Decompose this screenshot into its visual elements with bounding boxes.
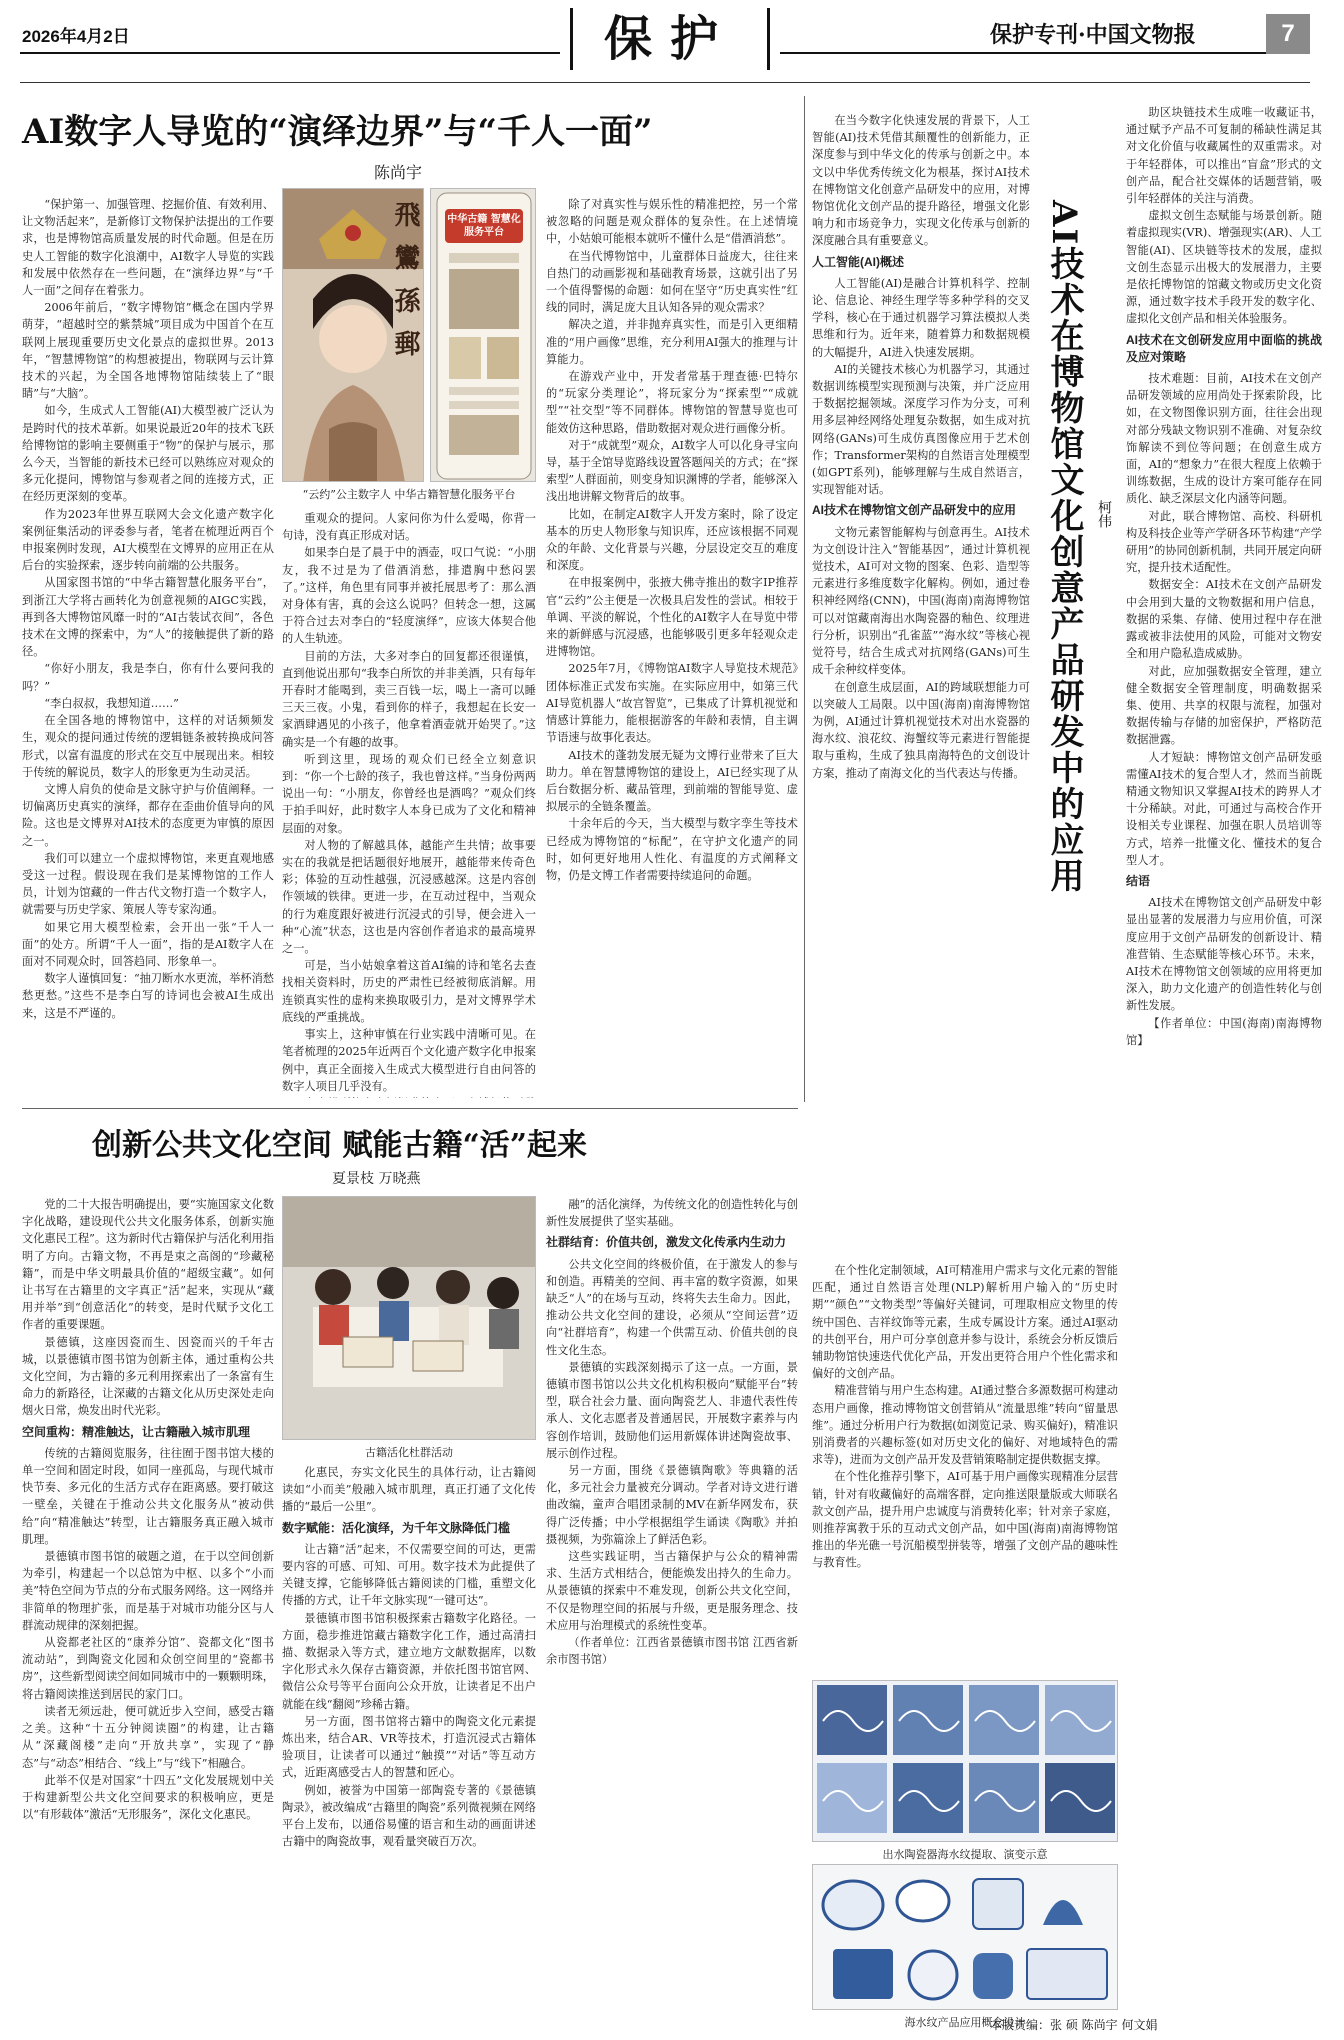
paragraph: 例如，被誉为中国第一部陶瓷专著的《景德镇陶录》，被改编成“古籍里的陶瓷”系列微视频在网络平台上发布，以通俗易懂的语言和生动的画面讲述古籍中的陶瓷故事，观看量突破百万次。 [282, 1783, 536, 1849]
paragraph: “你好小朋友，我是李白，你有什么要问我的吗？” [22, 662, 274, 693]
article1-title: AI数字人导览的“演绎边界”与“千人一面” [22, 112, 653, 152]
porcelain-products-image [812, 1864, 1118, 2010]
paragraph: 作为2023年世界互联网大会文化遗产数字化案例征集活动的评委参与者，笔者在梳理近两百个申报案例时发现，AI大模型在文博界的应用正在从后台的实验探索，逐步转向前端的公共服务。 [22, 507, 274, 573]
activity-photo-caption: 古籍活化杜群活动 [365, 1446, 453, 1459]
paragraph: 十余年后的今天，当大模型与数字孪生等技术已经成为博物馆的“标配”，在守护文化遗产的同时，如何更好地用人性化、有温度的方式阐释文物，仍是文博工作者需要持续追问的命题。 [546, 817, 798, 882]
paragraph: AI的关键技术核心为机器学习，其通过数据训练模型实现预测与决策，并广泛应用于数据挖掘领域。深度学习作为分支，可利用多层神经网络处理复杂数据，如生成对抗网络(GANs)可生成仿真图像应用于艺术创作；Transformer架构的自然语言处理模型(如GPT系列)，能够理解与生成自然语言，实现智能对话。 [812, 362, 1030, 497]
paragraph: 如果李白是了晨于中的酒壶，叹口气说：“小朋友，我不过是为了借酒消愁，排遣胸中愁闷罢了。”这样，角色里有同事并被托展思考了：那么酒对身体有害，真的会这么说吗？但转念一想，这属于符合过去对李白的“轻度演绎”，应该大体契合他的人生轨迹。 [282, 546, 536, 646]
paragraph: 景德镇市图书馆的破题之道，在于以空间创新为牵引，构建起一个以总馆为中枢、以多个“小而美”特色空间为节点的分布式服务网络。这一网络并非简单的物理扩张，而是基于对城市功能分区与人群流动规律的深刻把握。 [22, 1550, 274, 1632]
section-subheading: AI技术在文创研发应用中面临的挑战及应对策略 [1126, 332, 1322, 364]
article1-author: 陈尚宇 [374, 163, 423, 182]
ai-article-column-1 [812, 112, 1030, 1254]
paragraph: 让古籍“活”起来，不仅需要空间的可达，更需要内容的可感、可知、可用。数字技术为此提供了关键支撑，它能够降低古籍阅读的门槛，重塑文化传播的方式，让千年文脉实现“一键可达”。 [282, 1542, 536, 1608]
paragraph: 人工智能(AI)是融合计算机科学、控制论、信息论、神经生理学等多种学科的交叉学科，核心在于通过机器学习算法模拟人类思维和行为。近年来，随着算力和数据规模的大幅提升，AI进入快速发展期。 [812, 276, 1030, 359]
masthead [0, 0, 1344, 82]
article1-column-2 [282, 510, 536, 1098]
article2-title: 创新公共文化空间 赋能古籍“活”起来 [92, 1128, 587, 1163]
paragraph: 融”的活化演绎，为传统文化的创造性转化与创新性发展提供了坚实基础。 [546, 1198, 798, 1229]
platform-poster-text: 中华古籍 智慧化服务平台 [447, 214, 521, 238]
section-title: 保护 [570, 8, 770, 70]
ai-article-column-3 [1126, 104, 1322, 1984]
paragraph: 在游戏产业中，开发者常基于理查德·巴特尔的“玩家分类理论”，将玩家分为“探索型”“成就型”“社交型”等不同群体。博物馆的智慧导览也可能效仿这种思路，借助数据对观众进行画像分析。 [546, 370, 798, 435]
edition-name: 保护专刊·中国文物报 [990, 22, 1196, 48]
column-divider [804, 96, 805, 1102]
paragraph: 解决之道，并非抛弃真实性，而是引入更细精准的“用户画像”思维，充分利用AI强大的推理与计算能力。 [546, 318, 798, 366]
paragraph: 数据安全：AI技术在文创产品研发中会用到大量的文物数据和用户信息，数据的采集、存储、使用过程中存在泄露或被非法使用的风险，可能对文物安全和用户隐私造成威胁。 [1126, 578, 1322, 661]
ai-article-column-2 [812, 1262, 1118, 1672]
masthead-rule [20, 52, 560, 54]
paragraph: 对此，联合博物馆、高校、科研机构及科技企业等产学研各环节构建“产学研用”的协同创新机制，共同开展定向研究，提升技术适配性。 [1126, 509, 1322, 575]
paragraph: 如果它用大模型检索，会开出一张“千人一面”的处方。所谓“千人一面”，指的是AI数字人在面对不同观众时，回答趋同、形象单一。 [22, 920, 274, 968]
paragraph: 对人物的了解越具体，越能产生共情；故事要实在的我就是把话题很好地展开，越能带来传奇色彩；体验的互动性越强，沉浸感越深。这是内容创作领域的铁律。更进一步，在互动过程中，当观众的行为难度跟好被进行沉浸式的引导，便会进入一种“心流”状态，这也是内容创作者追求的最高境界之一。 [282, 838, 536, 956]
paragraph: 2025年7月，《博物馆AI数字人导览技术规范》团体标准正式发布实施。在实际应用中，如第三代AI导览机器人“故宫智览”，已集成了计算机视觉和情感计算能力，能根据游客的年龄和表情，自主调节语速与故事化表达。 [546, 662, 798, 745]
section-subheading: AI技术在博物馆文创产品研发中的应用 [812, 503, 1017, 518]
ancient-book-platform-image [430, 188, 536, 482]
paragraph: 比如，在制定AI数字人开发方案时，除了设定基本的历史人物形象与知识库，还应该根据不同观众的年龄、文化背景与兴趣，分层设定交互的难度和深度。 [546, 507, 798, 573]
paragraph: 景德镇的实践深刻揭示了这一点。一方面，景德镇市图书馆以公共文化机构积极向“赋能平台”转型，联合社会力量、面向陶瓷艺人、非遗代表性传承人、文化志愿者及普通居民，开展数字素养与内容创作培训，鼓励他们运用新媒体讲述陶瓷故事、展示创作过程。 [546, 1360, 798, 1460]
paragraph: 从瓷都老社区的“康养分馆”、瓷都文化“图书流动站”，到陶瓷文化园和众创空间里的“瓷都书房”，这些新型阅读空间如同城市中的一颗颗明珠，将古籍阅读推送到居民的家门口。 [22, 1636, 274, 1701]
page-number: 7 [1266, 14, 1310, 54]
ai-article-author: 柯伟 [1096, 500, 1112, 528]
paragraph: 人才短缺：博物馆文创产品研发亟需懂AI技术的复合型人才，然而当前既精通文物知识又掌握AI技术的跨界人才十分稀缺。对此，可通过与高校合作开设相关专业课程、加强在职人员培训等方式，培养一批懂文化、懂技术的复合型人才。 [1126, 750, 1322, 867]
issue-date: 2026年4月2日 [22, 27, 130, 46]
porcelain-pattern-caption: 出水陶瓷器海水纹提取、演变示意 [882, 1848, 1048, 1861]
article-divider [22, 1108, 798, 1109]
paragraph: 在创意生成层面，AI的跨域联想能力可以突破人工局限。以中国(海南)南海博物馆为例，AI通过计算机视觉技术对出水瓷器的海水纹、浪花纹、海蟹纹等元素进行智能提取与重构，生成了独具南海特色的文创设计方案，推动了南海文化的当代表达与传播。 [812, 680, 1030, 780]
community-activity-icon [283, 1197, 536, 1440]
paragraph: “李白叔叔，我想知道……” [44, 696, 179, 710]
paragraph: 我们可以建立一个虚拟博物馆，来更直观地感受这一过程。假设现在我们是某博物馆的工作人员，计划为馆藏的一件古代文物打造一个数字人，就需要与历史学家、策展人等专家沟通。 [22, 851, 274, 917]
paragraph: （作者单位：江西省景德镇市图书馆 江西省新余市图书馆） [546, 1636, 798, 1667]
paragraph: 对此，应加强数据安全管理，建立健全数据安全管理制度，明确数据采集、使用、共享的权限与流程，加强对数据传输与存储的加密保护，严格防范数据泄露。 [1126, 664, 1322, 747]
paragraph: 读者无须远赴，便可就近步入空间，感受古籍之美。这种“十五分钟阅读圈”的构建，让古籍从“深藏阁楼”走向“开放共享”，实现了“静态”与“动态”相结合、“线上”与“线下”相融合。 [22, 1704, 274, 1770]
paragraph: 精准营销与用户生态构建。AI通过整合多源数据可构建动态用户画像，推动博物馆文创营销从“流量思维”转向“留量思维”。通过分析用户行为数据(如浏览记录、购买偏好)，精准识别消费者的兴趣标签(如对历史文化的偏好、对地域特色的需求等)，进而为文创产品开发及营销策略制定提供数据支撑。 [812, 1384, 1118, 1467]
paragraph: 如今，生成式人工智能(AI)大模型被广泛认为是跨时代的技术革新。如果说最近20年的技术飞跃给博物馆的影响主要侧重于“物”的保护与展示，那么今天，当智能的新技术已经可以熟练应对观众的多元化提问，博物馆与参观者之间的连接方式，正在经历更深刻的变革。 [22, 404, 274, 504]
paragraph: 传统的古籍阅览服务，往往囿于图书馆大楼的单一空间和固定时段，如同一座孤岛，与现代城市快节奏、多元化的生活方式存在距离感。要打破这一壁垒，关键在于推动公共文化服务从“被动供给”向“精准触达”转型，让古籍服务真正融入城市肌理。 [22, 1446, 274, 1546]
calligraphy-text: 飛 鸞 孫 郵 [390, 201, 420, 361]
paragraph: AI技术的蓬勃发展无疑为文博行业带来了巨大助力。单在智慧博物馆的建设上，AI已经实现了从后台数据分析、藏品管理，到前端的智能导览、虚拟展示的全链条覆盖。 [546, 748, 798, 814]
paragraph: 此举不仅是对国家“十四五”文化发展规划中关于构建新型公共文化空间要求的积极响应，更是以“有形载体”激活“无形服务”，深化文化惠民。 [22, 1773, 274, 1822]
ai-article-title: AI技术在博物馆文化创意产品研发中的应用 [1044, 200, 1084, 895]
masthead-bottom-rule [20, 82, 1310, 83]
section-subheading: 人工智能(AI)概述 [812, 254, 904, 269]
paragraph: 另一方面，围绕《景德镇陶歌》等典籍的活化，多元社会力量被充分调动。学者对诗文进行谱曲改编，童声合唱团录制的MV在新华网发布，获得广泛传播；中小学根据组学生诵读《陶歌》并拍摄视频，为弥篇涂上了鲜活色彩。 [546, 1464, 798, 1546]
paragraph: 景德镇市图书馆积极探索古籍数字化路径。一方面，稳步推进馆藏古籍数字化工作，通过高清扫描、数据录入等方式，建立地方文献数据库，以数字化形式永久保存古籍资源，并依托图书馆官网、微信公众号等平台面向公众开放，让读者足不出户就能在线“翻阅”珍稀古籍。 [282, 1611, 536, 1711]
paragraph: 在当今数字化快速发展的背景下，人工智能(AI)技术凭借其颠覆性的创新能力，正深度参与到中华文化的传承与创新之中。本文以中华优秀传统文化为根基，探讨AI技术在博物馆文化创意产品研发中的应用，对博物馆优化文创产品的提升路径，增强文化影响力和市场竞争力，实现文化传承与创新的深度融合具有重要意义。 [812, 114, 1030, 248]
article2-column-2 [282, 1464, 536, 2020]
article1-column-3 [546, 196, 798, 1098]
paragraph: 在全国各地的博物馆中，这样的对话频频发生，观众的提问通过传统的逻辑链条被转换成问答形式，以富有温度的形式在交互中展现出来。相较于传统的解说员，数字人的形象更为生动灵活。 [22, 714, 274, 779]
article1-column-1 [22, 196, 274, 1098]
paragraph: AI技术在博物馆文创产品研发中彰显出显著的发展潜力与应用价值，可深度应用于文创产品研发的创新设计、精准营销、生态赋能等核心环节。未来，AI技术在博物馆文创领域的应用将更加深入，助力文化遗产的创造性转化与创新性发展。 [1126, 896, 1322, 1013]
section-subheading: 数字赋能：活化演绎，为千年文脉降低门槛 [282, 1520, 511, 1535]
paragraph: 文博人肩负的使命是文脉守护与价值阐释。一切偏离历史真实的演绎，都存在歪曲价值导向的风险。这也是文博界对AI技术的态度更为审慎的原因之一。 [22, 782, 274, 848]
paragraph: 技术难题：目前，AI技术在文创产品研发领域的应用尚处于探索阶段，比如，在文物图像识别方面，往往会出现对部分残缺文物识别不准确、对复杂纹饰解读不到位等问题；在创意生成方面，AI的“想象力”在很大程度上依赖于训练数据，生成的设计方案可能存在同质化、缺乏深层文化内涵等问题。 [1126, 372, 1322, 506]
paragraph: “保护第一、加强管理、挖掘价值、有效利用、让文物活起来”，是新修订文物保护法提出的工作要求，也是博物馆高质量发展的时代命题。但是在历史人工智能的数字化浪潮中，AI数字人导览的实践和发展中依然存在一些问题，在“演绎边界”与“千人一面”之间存在着张力。 [22, 198, 274, 298]
paragraph: 对于“成就型”观众，AI数字人可以化身寻宝向导，基于全馆导览路线设置答题闯关的方式；在“探索型”人群面前，则变身知识渊博的学者，能够深入浅出地讲解文物背后的故事。 [546, 438, 798, 504]
paragraph: 这些实践证明，当古籍保护与公众的精神需求、生活方式相结合，便能焕发出持久的生命力。从景德镇的探索中不难发现，创新公共文化空间，不仅是物理空间的拓展与升级，更是服务理念、技术应用与治理模式的系统性变革。 [546, 1550, 798, 1632]
paragraph: 公共文化空间的终极价值，在于激发人的参与和创造。再精美的空间、再丰富的数字资源，如果缺乏“人”的在场与互动，终将失去生命力。因此，推动公共文化空间的建设，必须从“空间运营”迈向“社群培育”，构建一个供需互动、价值共创的良性文化生态。 [546, 1257, 798, 1357]
article2-column-3 [546, 1196, 798, 2020]
paragraph: 党的二十大报告明确提出，要“实施国家文化数字化战略，建设现代公共文化服务体系，创新实施文化惠民工程”。这为新时代古籍保护与活化利用指明了方向。古籍文物，不再是束之高阁的“珍藏秘籍”，而是中华文明最具价值的“超级宝藏”。如何让书写在古籍里的文字真正“活”起来，实现从“藏用并举”到“创意活化”的转变，是时代赋予文化工作者的重要课题。 [22, 1198, 274, 1332]
paragraph: 文物元素智能解构与创意再生。AI技术为文创设计注入“智能基因”，通过计算机视觉技术，AI可对文物的图案、色彩、造型等元素进行多维度数字化解构。例如，通过卷积神经网络(CNN)，中国(海南)南海博物馆可以对馆藏南海出水陶瓷器的釉色、纹理进行分析，识别出“孔雀蓝”“海水纹”等核心视觉符号，结合生成式对抗网络(GANs)可生成千余种纹样变体。 [812, 525, 1030, 677]
paragraph [282, 1095, 536, 1098]
paragraph: 事实上，这种审慎在行业实践中清晰可见。在笔者梳理的2025年近两百个文化遗产数字化申报案例中，真正全面接入生成式大模型进行自由问答的数字人项目几乎没有。 [282, 1028, 536, 1093]
paragraph: 重观众的提问。人家问你为什么爱喝，你背一句诗，没有真正形成对话。 [282, 512, 536, 543]
paragraph: 听到这里，现场的观众们已经全立刻意识到：“你一个七龄的孩子，我也曾这样。”当身份两两说出一句：“小朋友，你曾经也是酒鸣？”观众们终于拍手叫好，此时数字人本身已成为了文化和精神层面的对象。 [282, 752, 536, 835]
masthead-rule [780, 52, 1300, 54]
paragraph: 可是，当小姑娘拿着这首AI编的诗和笔名去查找相关资料时，历史的严肃性已经被彻底消解。用连锁真实性的虚构来换取吸引力，是对文博界学术底线的严重挑战。 [282, 959, 536, 1024]
paragraph: 在个性化定制领域，AI可精准用户需求与文化元素的智能匹配，通过自然语言处理(NLP)解析用户输入的“历史时期”“颜色”“文物类型”等偏好关键词，可理取相应文物里的传统中国色、吉祥纹饰等元素，生成专属设计方案。通过AI驱动的共创平台，用户可分享创意并参与设计，系统会分析反馈后辅助物馆快速迭代优化产品，开发出更符合用户个性化需求和偏好的文创产品。 [812, 1264, 1118, 1381]
paragraph: 在个性化推荐引擎下，AI可基于用户画像实现精准分层营销，针对有收藏偏好的高端客群，定向推送限量版或大师联名款文创产品，提升用户忠诚度与消费转化率；针对亲子家庭，则推荐寓教于乐的互动式文创产品，如中国(海南)南海博物馆推出的华光礁一号沉船模型拼装等，增强了文创产品的趣味性与教育性。 [812, 1470, 1118, 1570]
article2-column-1 [22, 1196, 274, 2020]
porcelain-products-icon [813, 1865, 1118, 2010]
paragraph: 助区块链技术生成唯一收藏证书，通过赋予产品不可复制的稀缺性满足其对文化价值与收藏属性的双重需求。对于年轻群体，可以推出“盲盒”形式的文创产品，配合社交媒体的话题营销，吸引年轻群体的关注与消费。 [1126, 106, 1322, 206]
paragraph: 目前的方法，大多对李白的回复都还很谨慎，直到他说出那句“我李白所饮的并非美酒，只有每年开春时才能喝到，卖三百钱一坛，喝上一斋可以睡三天三夜。小鬼，看到你的样子，我想起在长安一家酒肆遇见的小孩子，他拿着酒壶就开始哭了。”这确实是一个有趣的故事。 [282, 649, 536, 749]
porcelain-products-caption: 海水纹产品应用概念设计 [904, 2016, 1026, 2029]
paragraph: 化惠民，夯实文化民生的具体行动，让古籍阅读如“小而美”般融入城市肌理，真正打通了文化传播的“最后一公里”。 [282, 1466, 536, 1514]
image-caption: “云约”公主数字人 中华古籍智慧化服务平台 [302, 488, 516, 501]
page-editor-credit: 本版责编：张 硕 陈尚宇 何文娟 [990, 2018, 1158, 2032]
paragraph: 除了对真实性与娱乐性的精准把控，另一个常被忽略的问题是观众群体的复杂性。在上述情境中，小姑娘可能根本就听不懂什么是“借酒消愁”。 [546, 198, 798, 246]
porcelain-pattern-icon [813, 1681, 1118, 1842]
paragraph: 景德镇，这座因瓷而生、因瓷而兴的千年古城，以景德镇市图书馆为创新主体，通过重构公共文化空间，为古籍的多元利用探索出了一条富有生命力的新路径，让深藏的古籍文化从历史深处走向烟火日常，焕发出时代光彩。 [22, 1335, 274, 1418]
paragraph: 虚拟文创生态赋能与场景创新。随着虚拟现实(VR)、增强现实(AR)、人工智能(AI)、区块链等技术的发展，虚拟文创生态显示出极大的发展潜力，主要是依托博物馆的馆藏文物或历史文化资源，通过数字技术手段开发的数字化、虚拟化文创产品和相关体验服务。 [1126, 209, 1322, 326]
paragraph: 从国家图书馆的“中华古籍智慧化服务平台”，到浙江大学将古画转化为创意视频的AIGC实践，再到各大博物馆风靡一时的“AI古装试衣间”，各色技术在文博的探索中，为“人”的接触提供了新的路径。 [22, 576, 274, 659]
paragraph: 在申报案例中，张掖大佛寺推出的数字IP推荐官“云约”公主便是一次极具启发性的尝试。相较于单调、平淡的解说，个性化的AI数字人在导览中带来的新鲜感与沉浸感，也能够吸引更多年轻观众走进博物馆。 [546, 576, 798, 659]
paragraph: 数字人谨慎回复：“抽刀断水水更流，举杯消愁愁更愁。”这些不是李白写的诗词也会被AI生成出来，这是不严谨的。 [22, 972, 274, 1020]
article2-author: 夏景枝 万晓燕 [332, 1171, 421, 1187]
section-subheading: 空间重构：精准触达，让古籍融入城市肌理 [22, 1424, 251, 1439]
paragraph: 另一方面，图书馆将古籍中的陶瓷文化元素提炼出来，结合AR、VR等技术，打造沉浸式古籍体验项目，让读者可以通过“触摸”“对话”等互动方式，近距离感受古人的智慧和匠心。 [282, 1714, 536, 1780]
porcelain-pattern-image [812, 1680, 1118, 1842]
digital-human-image [282, 188, 424, 482]
paragraph: 【作者单位：中国(海南)南海博物馆】 [1126, 1016, 1322, 1047]
paragraph: 2006年前后，“数字博物馆”概念在国内学界萌芽，“超越时空的紫禁城”项目成为中国首个在互联网上展现重要历史文化景点的虚拟世界。2013年，“智慧博物馆”的构想被提出，物联网与云计算技术的兴起，为全国各地博物馆陆续装上了“眼睛”与“大脑”。 [22, 301, 274, 401]
section-subheading: 社群结育：价值共创，激发文化传承内生动力 [546, 1235, 787, 1250]
ancient-book-activity-photo [282, 1196, 536, 1440]
section-subheading: 结语 [1126, 873, 1151, 888]
paragraph: 在当代博物馆中，儿童群体日益庞大，往往来自热门的动画影视和基础教育场景，这就引出了另一个值得警惕的命题：如何在坚守“历史真实性”红线的同时，满足庞大且认知各异的观众需求？ [546, 249, 798, 315]
